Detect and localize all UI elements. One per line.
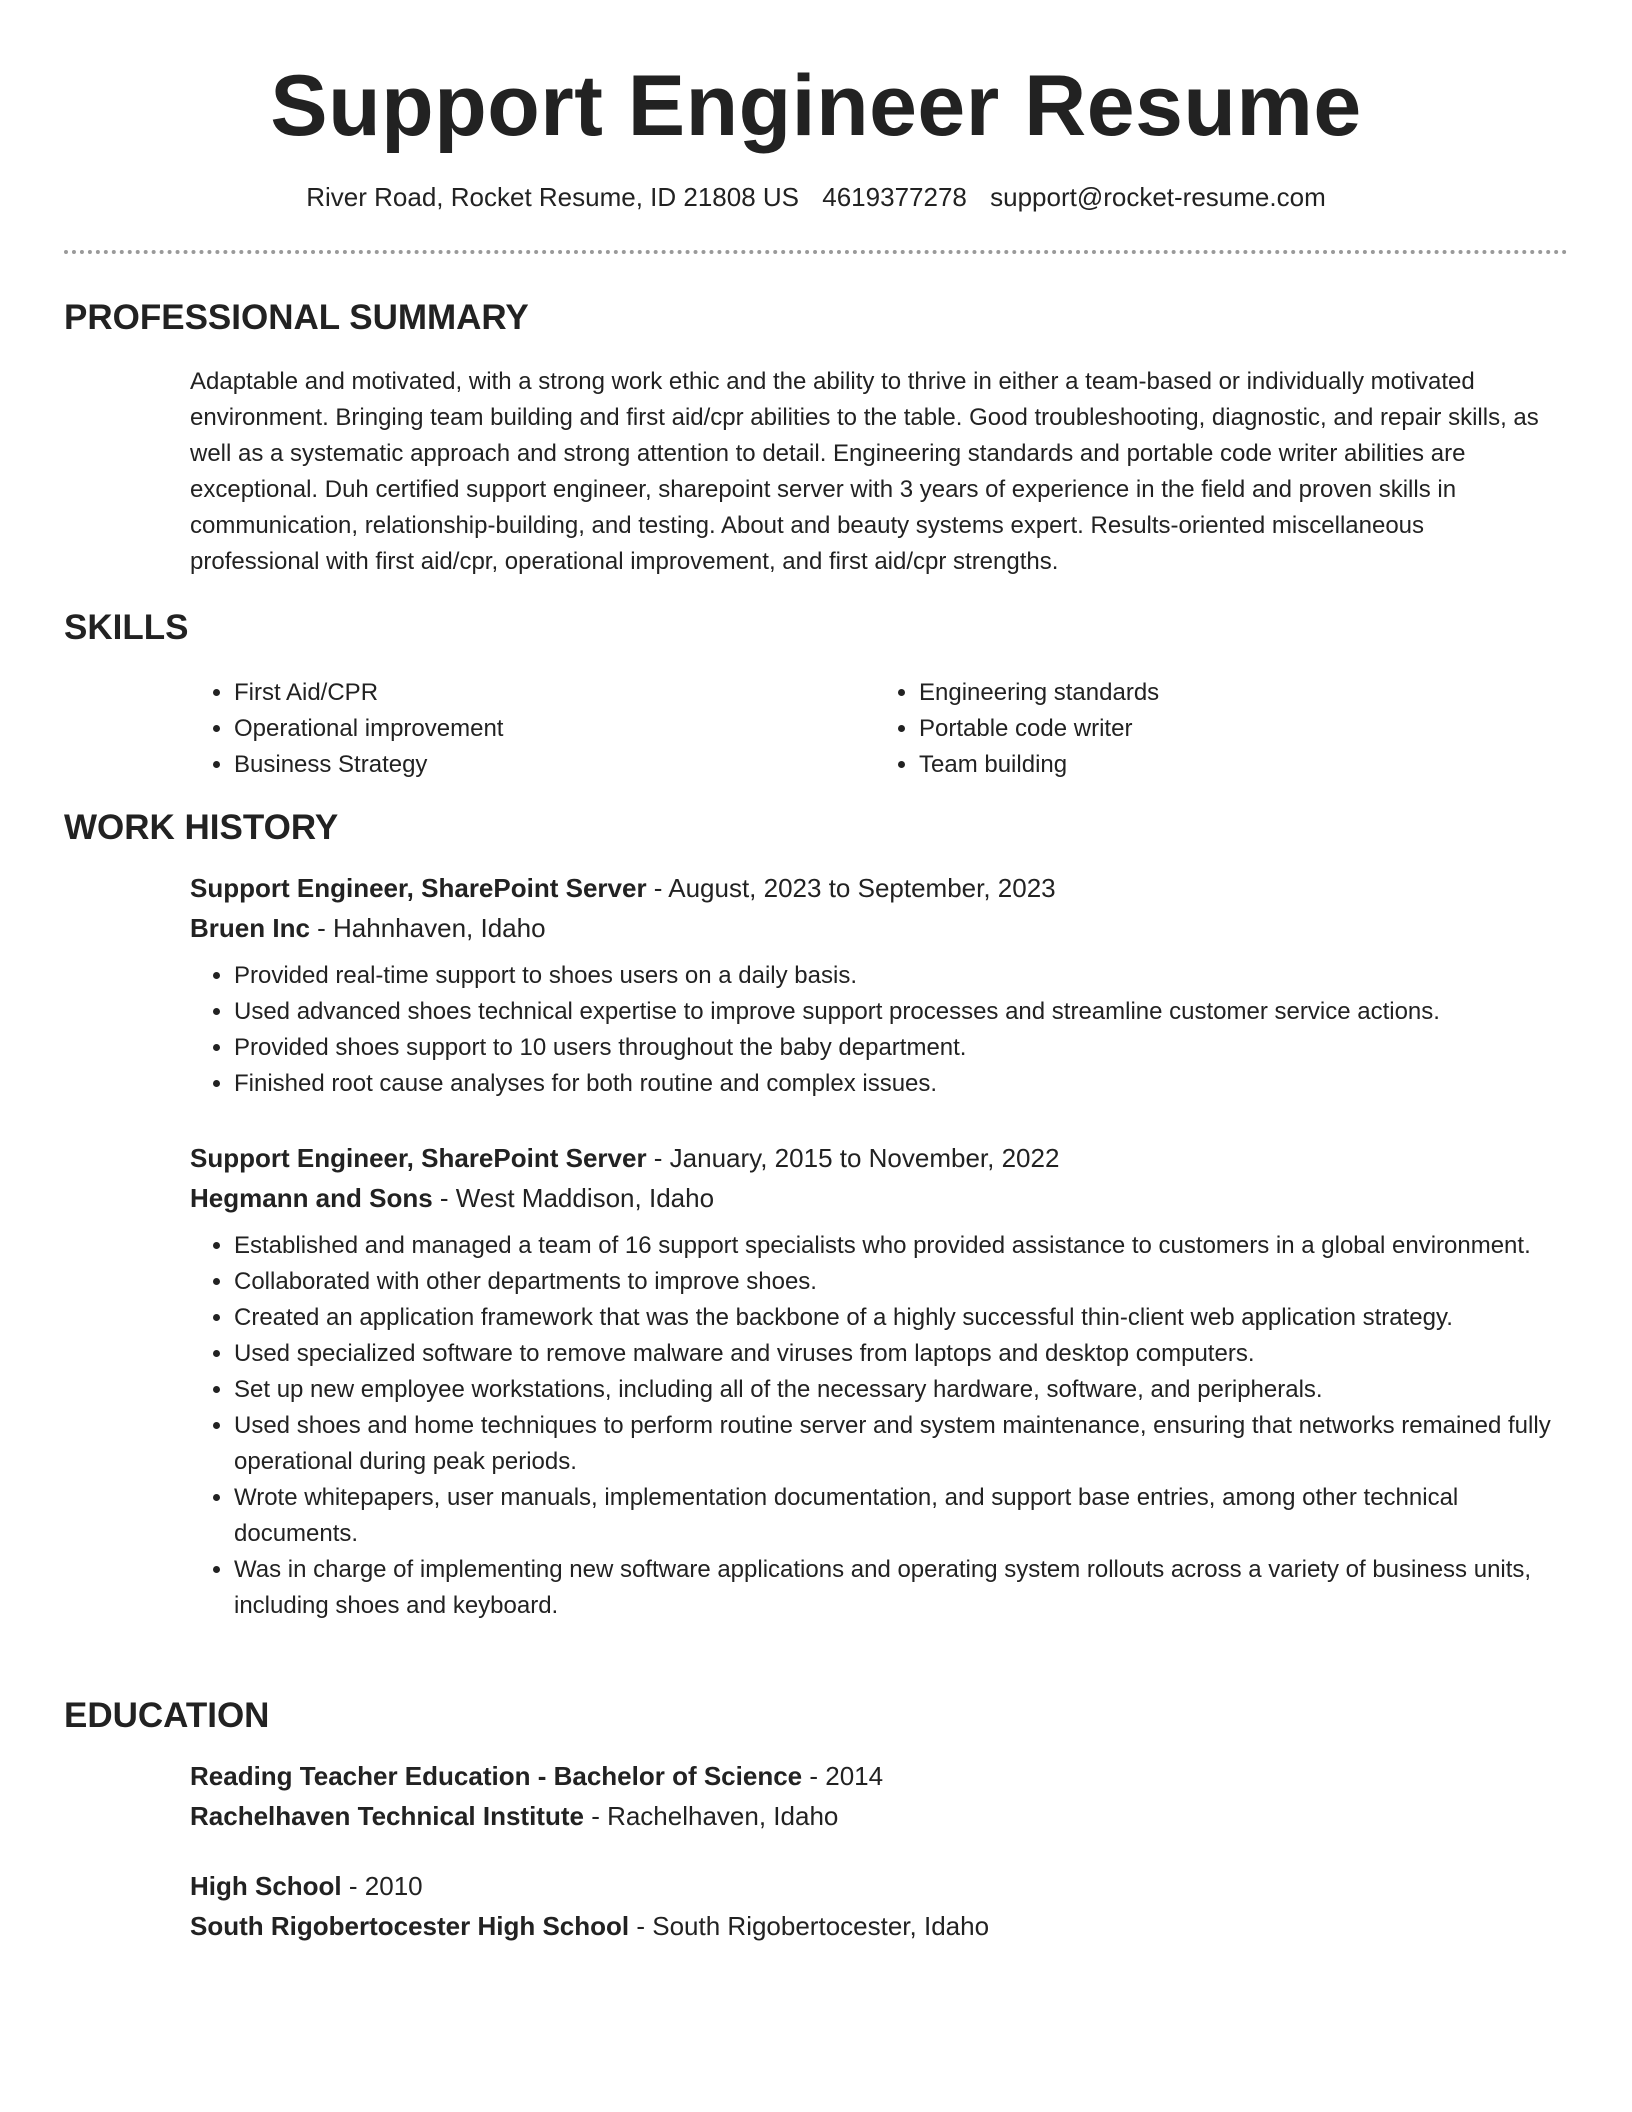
work-heading: WORK HISTORY (64, 808, 339, 847)
skill-item: • Engineering standards (919, 675, 1560, 711)
job-dates: - August, 2023 to September, 2023 (646, 873, 1056, 903)
skills-list-right (875, 675, 1560, 783)
contact-address: River Road, Rocket Resume, ID 21808 US (306, 182, 800, 212)
education-school-line (190, 1906, 1560, 1946)
education-year: - 2014 (802, 1761, 884, 1791)
job-bullet: • Provided shoes support to 10 users throughout the baby department. (234, 1030, 1560, 1066)
summary-section (190, 364, 1560, 580)
job-title-line (190, 1138, 1560, 1178)
job-bullet: • Provided real-time support to shoes users on a daily basis. (234, 958, 1560, 994)
header-divider (64, 250, 1568, 254)
job-bullet: • Finished root cause analyses for both routine and complex issues. (234, 1066, 1560, 1102)
education-school: South Rigobertocester High School (190, 1911, 630, 1941)
job-bullet: • Was in charge of implementing new software applications and operating system rollouts across a variety of business units, including shoes and keyboard. (234, 1552, 1560, 1624)
job-title: Support Engineer, SharePoint Server (190, 873, 647, 903)
education-school-line (190, 1796, 1560, 1836)
skill-item: • Portable code writer (919, 711, 1560, 747)
education-location: - Rachelhaven, Idaho (583, 1801, 839, 1831)
job-company: Bruen Inc (190, 913, 310, 943)
job-bullet: • Collaborated with other departments to improve shoes. (234, 1264, 1560, 1300)
education-year: - 2010 (341, 1871, 423, 1901)
job-bullet: • Used shoes and home techniques to perform routine server and system maintenance, ensuring that networks remained fully operational during peak periods. (234, 1408, 1560, 1480)
resume-page (64, 0, 1568, 1941)
skill-item: • Team building (919, 747, 1560, 783)
job-bullet: • Used specialized software to remove malware and viruses from laptops and desktop computers. (234, 1336, 1560, 1372)
job-bullet: • Used advanced shoes technical expertise to improve support processes and streamline customer service actions. (234, 994, 1560, 1030)
job-company-line (190, 908, 1560, 948)
skill-item: • Operational improvement (234, 711, 875, 747)
job-location: - West Maddison, Idaho (432, 1183, 715, 1213)
job-bullet: • Established and managed a team of 16 support specialists who provided assistance to customers in a global environment. (234, 1228, 1560, 1264)
education-school: Rachelhaven Technical Institute (190, 1801, 584, 1831)
resume-title: Support Engineer Resume (270, 58, 1362, 154)
job-bullets (190, 958, 1560, 1102)
education-heading: EDUCATION (64, 1696, 270, 1735)
education-degree-line (190, 1756, 1560, 1796)
job-bullets (190, 1228, 1560, 1624)
job-bullet: • Created an application framework that was the backbone of a highly successful thin-client web application strategy. (234, 1300, 1560, 1336)
job-location: - Hahnhaven, Idaho (309, 913, 546, 943)
skill-item: • Business Strategy (234, 747, 875, 783)
contact-line (64, 180, 1568, 214)
job-bullet: • Set up new employee workstations, including all of the necessary hardware, software, and peripherals. (234, 1372, 1560, 1408)
job-dates: - January, 2015 to November, 2022 (646, 1143, 1060, 1173)
skills-section (190, 675, 1560, 783)
job-title: Support Engineer, SharePoint Server (190, 1143, 647, 1173)
job-entry (190, 1138, 1560, 1624)
job-company: Hegmann and Sons (190, 1183, 433, 1213)
education-location: - South Rigobertocester, Idaho (629, 1911, 990, 1941)
skills-heading: SKILLS (64, 608, 189, 647)
education-entry (190, 1866, 1560, 1946)
job-bullet: • Wrote whitepapers, user manuals, implementation documentation, and support base entries, among other technical documents. (234, 1480, 1560, 1552)
contact-email: support@rocket-resume.com (990, 182, 1326, 212)
job-company-line (190, 1178, 1560, 1218)
education-degree: Reading Teacher Education - Bachelor of Science (190, 1761, 803, 1791)
education-degree: High School (190, 1871, 342, 1901)
education-degree-line (190, 1866, 1560, 1906)
contact-phone: 4619377278 (822, 182, 967, 212)
summary-heading: PROFESSIONAL SUMMARY (64, 298, 529, 337)
job-entry (190, 868, 1560, 1102)
job-title-line (190, 868, 1560, 908)
education-entry (190, 1756, 1560, 1836)
skill-item: • First Aid/CPR (234, 675, 875, 711)
summary-text: Adaptable and motivated, with a strong work ethic and the ability to thrive in either a team-based or individually motivated environment. Bringing team building and first aid/cpr abilities to the table. Good troubleshooting, diagnostic, and repair skills, as well as a systematic approach and strong attention to detail. Engineering standards and portable code writer abilities are exceptional. Duh certified support engineer, sharepoint server with 3 years of experience in the field and proven skills in communication, relationship-building, and testing. About and beauty systems expert. Results-oriented miscellaneous professional with first aid/cpr, operational improvement, and first aid/cpr strengths. (190, 368, 1539, 575)
skills-list-left (190, 675, 875, 783)
